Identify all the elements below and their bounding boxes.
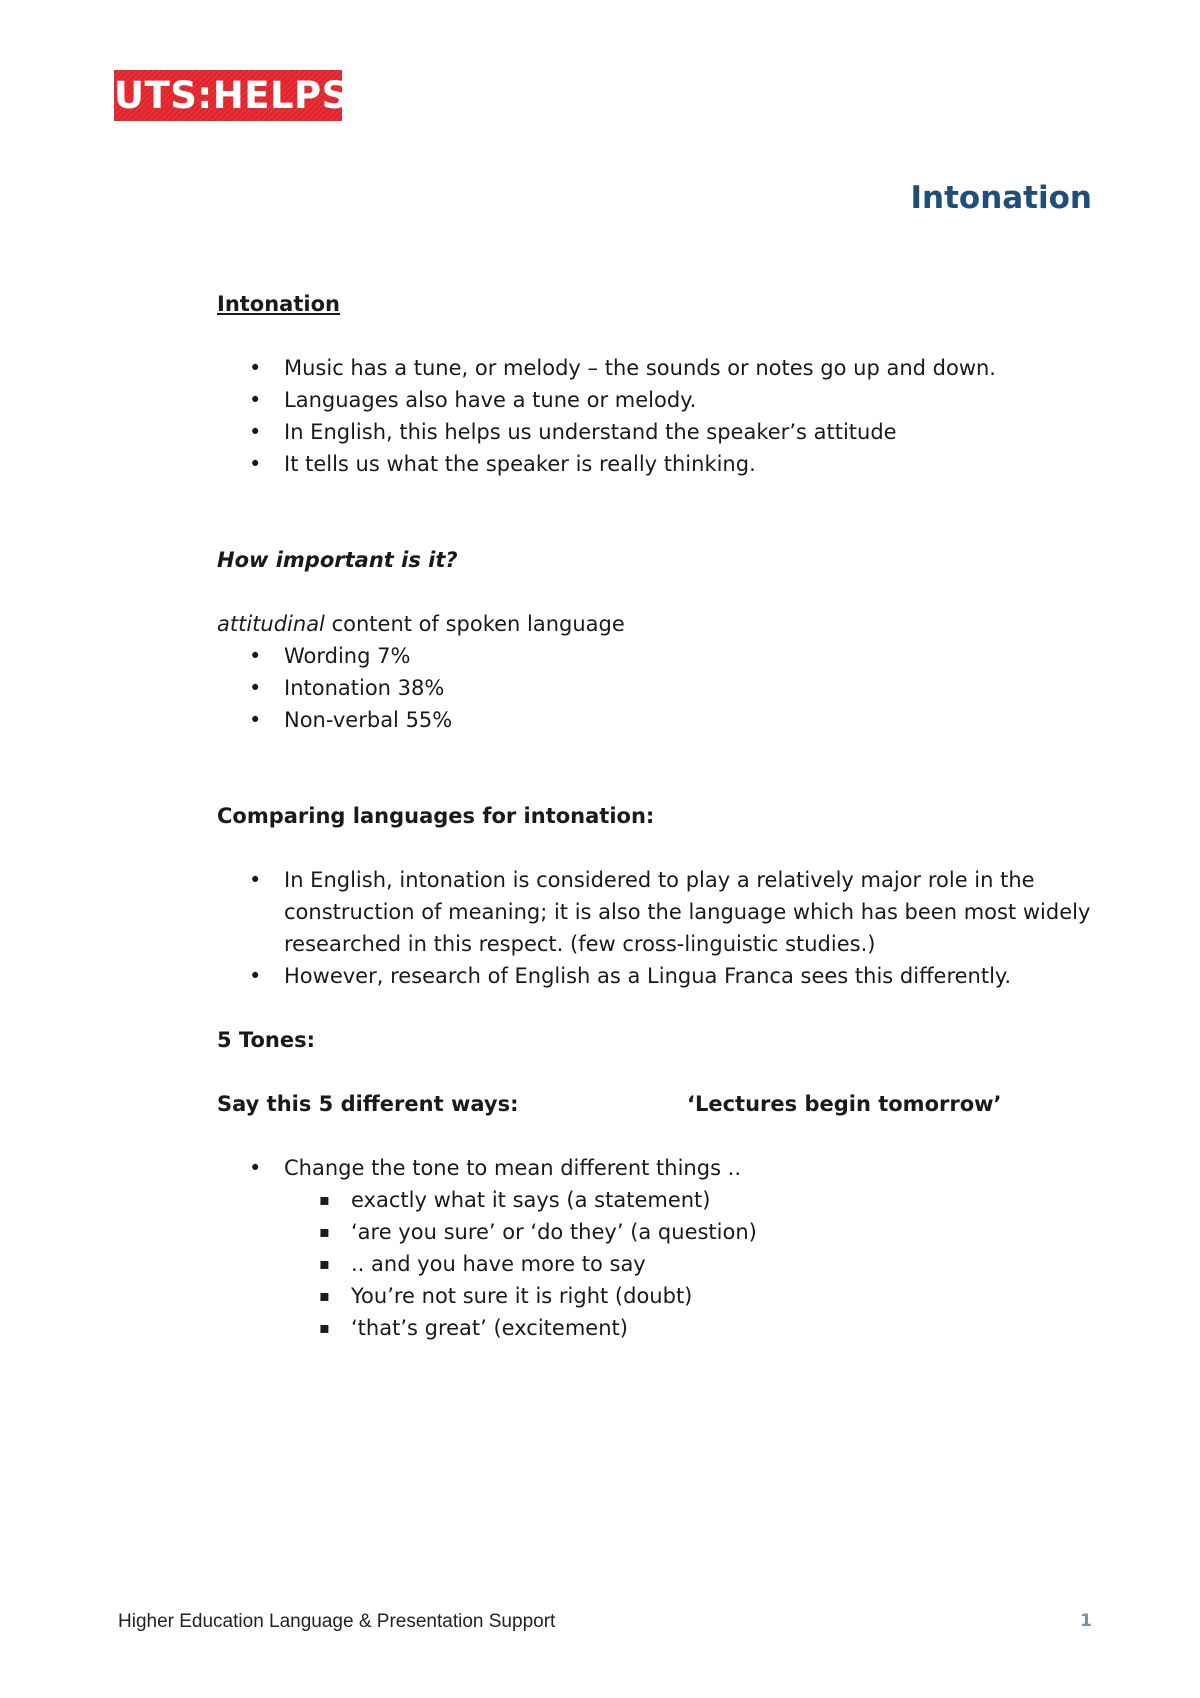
list-item: • Change the tone to mean different things ..: [217, 1152, 1097, 1184]
sub-list-item: ▪ You’re not sure it is right (doubt): [217, 1280, 1097, 1312]
intonation-list: [217, 352, 1097, 480]
comparing-list: [217, 864, 1097, 992]
importance-intro: [217, 608, 1097, 640]
say-row: [217, 1088, 1097, 1120]
list-item: • However, research of English as a Lingua Franca sees this differently.: [217, 960, 1097, 992]
intro-rest: content of spoken language: [324, 612, 625, 636]
list-item: • Non-verbal 55%: [217, 704, 1097, 736]
say-label: Say this 5 different ways:: [217, 1092, 519, 1116]
sub-list-item: ▪ .. and you have more to say: [217, 1248, 1097, 1280]
list-item: • Languages also have a tune or melody.: [217, 384, 1097, 416]
list-item: • Intonation 38%: [217, 672, 1097, 704]
uts-helps-logo: UTS:HELPS: [114, 70, 342, 121]
document-title: Intonation: [910, 180, 1092, 216]
sub-list-item: ▪ ‘are you sure’ or ‘do they’ (a question): [217, 1216, 1097, 1248]
list-item: • It tells us what the speaker is really thinking.: [217, 448, 1097, 480]
sub-list-item: ▪ exactly what it says (a statement): [217, 1184, 1097, 1216]
page-number: 1: [1080, 1611, 1092, 1631]
footer-text: Higher Education Language & Presentation Support: [118, 1611, 556, 1632]
importance-list: [217, 640, 1097, 736]
list-item: • In English, this helps us understand the speaker’s attitude: [217, 416, 1097, 448]
sub-list-item: ▪ ‘that’s great’ (excitement): [217, 1312, 1097, 1344]
section-heading-intonation: Intonation: [217, 292, 340, 316]
section-heading-comparing: Comparing languages for intonation:: [217, 804, 655, 828]
tones-list: [217, 1152, 1097, 1184]
section-heading-tones: 5 Tones:: [217, 1028, 315, 1052]
document-body: [217, 288, 1097, 1344]
list-item: • Wording 7%: [217, 640, 1097, 672]
section-heading-importance: How important is it?: [217, 548, 458, 572]
list-item: • In English, intonation is considered to play a relatively major role in the construction of meaning; it is also the language which has been most widely researched in this respect. (few cross-linguistic studies.): [217, 864, 1097, 960]
intro-italic-word: attitudinal: [217, 612, 325, 636]
tones-sub-list: [217, 1184, 1097, 1344]
say-quote: ‘Lectures begin tomorrow’: [687, 1092, 1002, 1116]
list-item: • Music has a tune, or melody – the sounds or notes go up and down.: [217, 352, 1097, 384]
